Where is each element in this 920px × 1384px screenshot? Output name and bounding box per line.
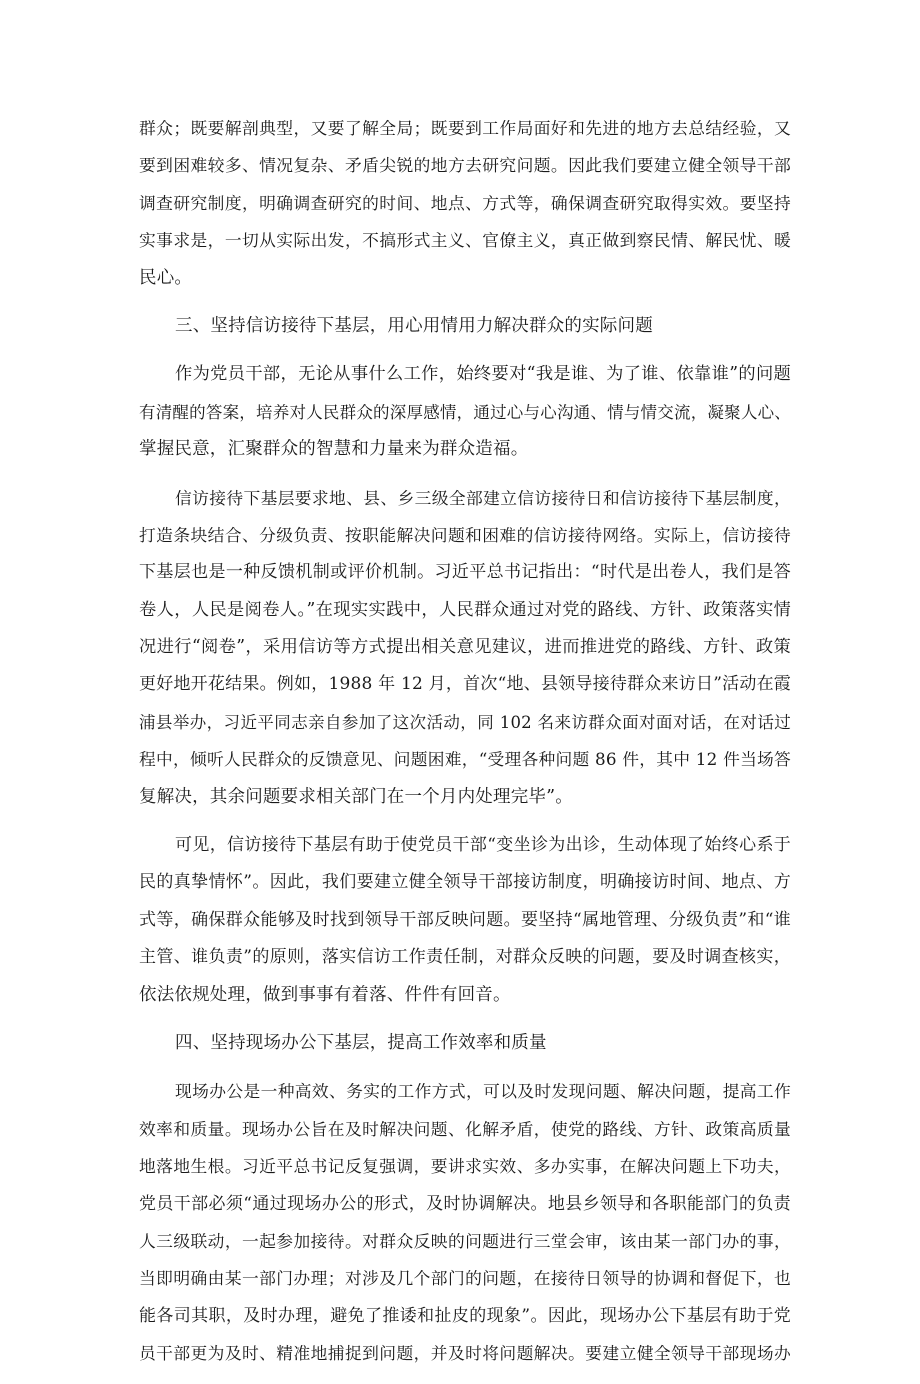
text-line: 程中，倾听人民群众的反馈意见、问题困难，“受理各种问题 86 件，其中 12 件当场答 (139, 749, 791, 770)
section-heading-3 (139, 308, 791, 345)
text-line: 浦县举办，习近平同志亲自参加了这次活动，同 102 名来访群众面对面对话，在对话过 (139, 712, 791, 732)
text-line: 式等，确保群众能够及时找到领导干部反映问题。要坚持“属地管理、分级负责”和“谁 (139, 909, 791, 930)
text-line: 下基层也是一种反馈机制或评价机制。习近平总书记指出：“时代是出卷人，我们是答 (139, 562, 791, 583)
text-line: 党员干部必须“通过现场办公的形式，及时协调解决。地县乡领导和各职能部门的负责 (139, 1193, 791, 1214)
text-line: 调查研究制度，明确调查研究的时间、地点、方式等，确保调查研究取得实效。要坚持 (139, 192, 791, 213)
text-line: 群众；既要解剖典型，又要了解全局；既要到工作局面好和先进的地方去总结经验，又 (139, 118, 791, 138)
text-line: 现场办公是一种高效、务实的工作方式，可以及时发现问题、解决问题，提高工作 (175, 1081, 791, 1102)
text-line: 有清醒的答案，培养对人民群众的深厚感情，通过心与心沟通、情与情交流，凝聚人心、 (139, 402, 791, 422)
heading-text: 三、坚持信访接待下基层，用心用情用力解决群众的实际问题 (175, 315, 653, 336)
text-line: 效率和质量。现场办公旨在及时解决问题、化解矛盾，使党的路线、方针、政策高质量 (139, 1118, 791, 1139)
text-line: 况进行“阅卷”，采用信访等方式提出相关意见建议，进而推进党的路线、方针、政策 (139, 637, 791, 658)
paragraph-visible-effect (139, 827, 791, 1014)
text-line: 地落地生根。习近平总书记反复强调，要讲求实效、多办实事，在解决问题上下功夫， (139, 1156, 791, 1177)
text-line: 打造条块结合、分级负责、按职能解决问题和困难的信访接待网络。实际上，信访接待 (139, 524, 791, 545)
text-line: 作为党员干部，无论从事什么工作，始终要对“我是谁、为了谁、依靠谁”的问题 (175, 364, 791, 385)
text-line: 可见，信访接待下基层有助于使党员干部“变坐诊为出诊，生动体现了始终心系于 (175, 835, 791, 856)
text-line: 主管、谁负责”的原则，落实信访工作责任制，对群众反映的问题，要及时调查核实， (139, 947, 791, 968)
text-line: 能各司其职，及时办理，避免了推诿和扯皮的现象”。因此，现场办公下基层有助于党 (139, 1305, 791, 1326)
paragraph-research (139, 110, 791, 297)
text-line: 当即明确由某一部门办理；对涉及几个部门的问题，在接待日领导的协调和督促下，也 (139, 1268, 791, 1289)
text-line: 要到困难较多、情况复杂、矛盾尖锐的地方去研究问题。因此我们要建立健全领导干部 (139, 155, 791, 176)
text-line: 信访接待下基层要求地、县、乡三级全部建立信访接待日和信访接待下基层制度， (175, 487, 791, 508)
document-page (139, 110, 791, 1384)
text-line: 员干部更为及时、精准地捕捉到问题，并及时将问题解决。要建立健全领导干部现场办 (139, 1343, 791, 1364)
text-line: 复解决，其余问题要求相关部门在一个月内处理完毕”。 (139, 786, 573, 807)
text-line: 民的真挚情怀”。因此，我们要建立健全领导干部接访制度，明确接访时间、地点、方 (139, 872, 791, 893)
text-line: 民心。 (139, 267, 193, 288)
paragraph-onsite-office (139, 1073, 791, 1372)
paragraph-party-cadres (139, 356, 791, 468)
heading-text: 四、坚持现场办公下基层，提高工作效率和质量 (175, 1032, 547, 1053)
text-line: 卷人，人民是阅卷人。”在现实实践中，人民群众通过对党的路线、方针、政策落实情 (139, 599, 791, 620)
text-line: 更好地开花结果。例如，1988 年 12 月，首次“地、县领导接待群众来访日”活动在霞 (139, 674, 791, 695)
text-line: 掌握民意，汇聚群众的智慧和力量来为群众造福。 (139, 439, 529, 460)
text-line: 人三级联动，一起参加接待。对群众反映的问题进行三堂会审，该由某一部门办的事， (139, 1230, 791, 1251)
section-heading-4 (139, 1025, 791, 1062)
text-line: 实事求是，一切从实际出发，不搞形式主义、官僚主义，真正做到察民情、解民忧、暖 (139, 230, 791, 251)
paragraph-petition-reception (139, 480, 791, 817)
text-line: 依法依规处理，做到事事有着落、件件有回音。 (139, 984, 511, 1005)
